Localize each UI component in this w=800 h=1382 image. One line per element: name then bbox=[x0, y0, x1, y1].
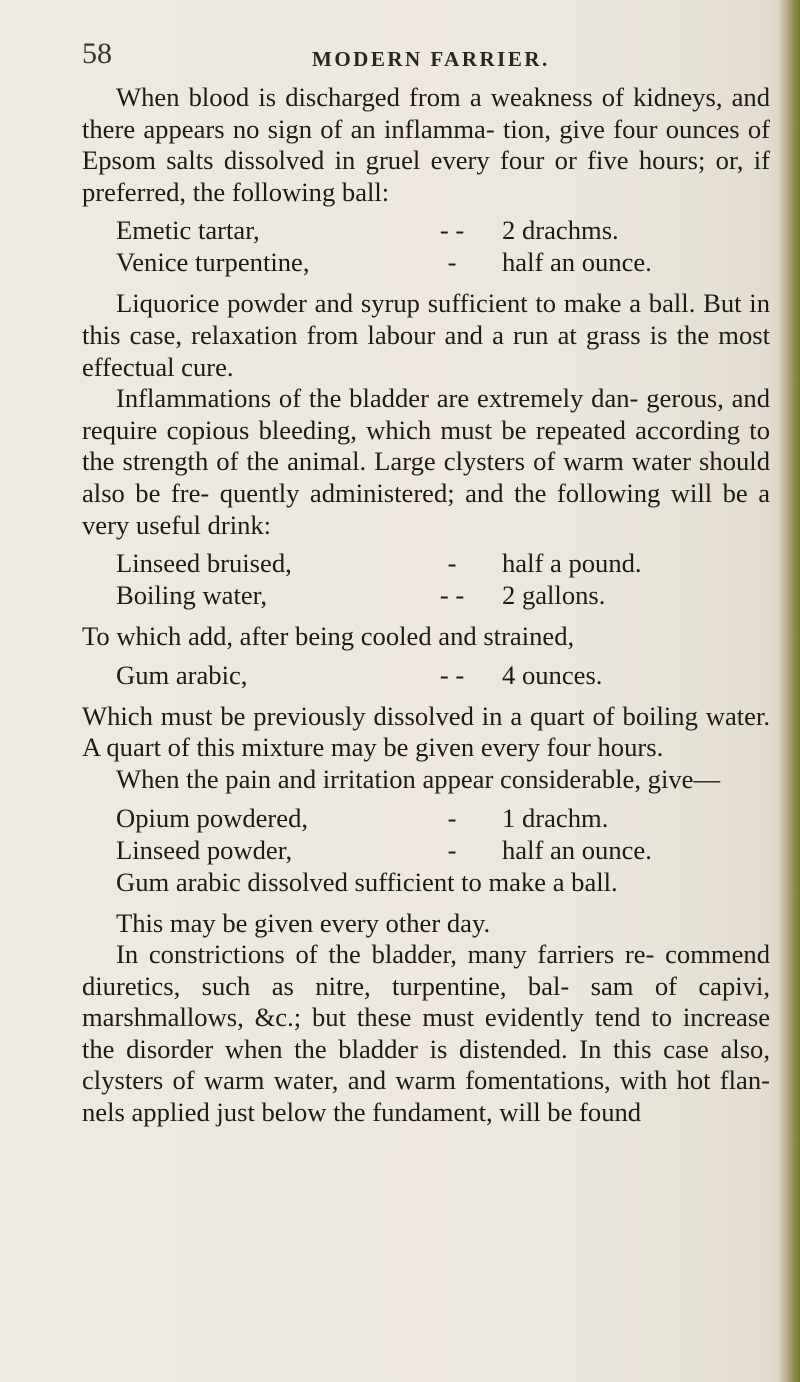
paragraph-2: Liquorice powder and syrup sufficient to make a ball. But in this case, relaxation from labour and a run at grass is the most effectual cure. bbox=[82, 288, 770, 382]
quantity: half an ounce. bbox=[502, 247, 652, 278]
paragraph-4: To which add, after being cooled and strained, bbox=[82, 621, 575, 652]
paragraph-7: This may be given every other day. bbox=[116, 907, 491, 938]
page-number: 58 bbox=[82, 37, 112, 70]
recipe-opium bbox=[82, 802, 770, 898]
quantity: 1 drachm. bbox=[502, 802, 609, 833]
ingredient: Gum arabic, bbox=[116, 659, 248, 690]
recipe-drink bbox=[82, 547, 770, 611]
quantity: 2 drachms. bbox=[502, 215, 619, 246]
dash: - bbox=[447, 834, 457, 865]
paragraph-6: When the pain and irritation appear considerable, give— bbox=[116, 763, 721, 794]
ingredient: Opium powdered, bbox=[116, 802, 309, 833]
quantity: half a pound. bbox=[502, 548, 642, 579]
recipe-addition bbox=[82, 659, 770, 691]
recipe-row bbox=[82, 246, 770, 278]
paragraph-8: In constrictions of the bladder, many farriers re- commend diuretics, such as nitre, turpentine, bal- sam of capivi, marshmallows, &c.; but these must evidently tend to increase the disorder when the bladder is distended. In this case also, clysters of warm water, and warm fomentations, with hot flan- nels applied just below the fundament, will be found bbox=[82, 939, 770, 1128]
ingredient: Boiling water, bbox=[116, 580, 268, 611]
quantity: 2 gallons. bbox=[502, 580, 606, 611]
page-text bbox=[82, 38, 770, 1129]
dash: - bbox=[447, 247, 457, 278]
recipe-row bbox=[82, 866, 770, 898]
ingredient: Gum arabic dissolved sufficient to make a ball. bbox=[116, 866, 618, 897]
recipe-row bbox=[82, 214, 770, 246]
recipe-ball bbox=[82, 214, 770, 278]
ingredient: Linseed powder, bbox=[116, 834, 293, 865]
recipe-row bbox=[82, 547, 770, 579]
recipe-row bbox=[82, 802, 770, 834]
quantity: half an ounce. bbox=[502, 834, 652, 865]
dash: - - bbox=[439, 215, 465, 246]
dash: - - bbox=[439, 659, 465, 690]
page-header bbox=[82, 38, 770, 82]
ingredient: Linseed bruised, bbox=[116, 548, 292, 579]
paragraph-3: Inflammations of the bladder are extremely dan- gerous, and require copious bleeding, which must be repeated according to the strength of the animal. Large clysters of warm water should also be fre- quently administered; and the following will be a very useful drink: bbox=[82, 383, 770, 540]
running-head: MODERN FARRIER. bbox=[312, 47, 550, 71]
recipe-row bbox=[82, 579, 770, 611]
dash: - bbox=[447, 802, 457, 833]
ingredient: Venice turpentine, bbox=[116, 247, 310, 278]
ingredient: Emetic tartar, bbox=[116, 215, 260, 246]
paragraph-1: When blood is discharged from a weakness of kidneys, and there appears no sign of an inflamma- tion, give four ounces of Epsom salts dissolved in gruel every four or five hours; or, if preferred, the following ball: bbox=[82, 82, 770, 207]
quantity: 4 ounces. bbox=[502, 659, 603, 690]
dash: - - bbox=[439, 580, 465, 611]
recipe-row bbox=[82, 834, 770, 866]
page-edge bbox=[778, 0, 800, 1382]
recipe-row bbox=[82, 659, 770, 691]
dash: - bbox=[447, 548, 457, 579]
paragraph-5: Which must be previously dissolved in a quart of boiling water. A quart of this mixture may be given every four hours. bbox=[82, 700, 770, 763]
